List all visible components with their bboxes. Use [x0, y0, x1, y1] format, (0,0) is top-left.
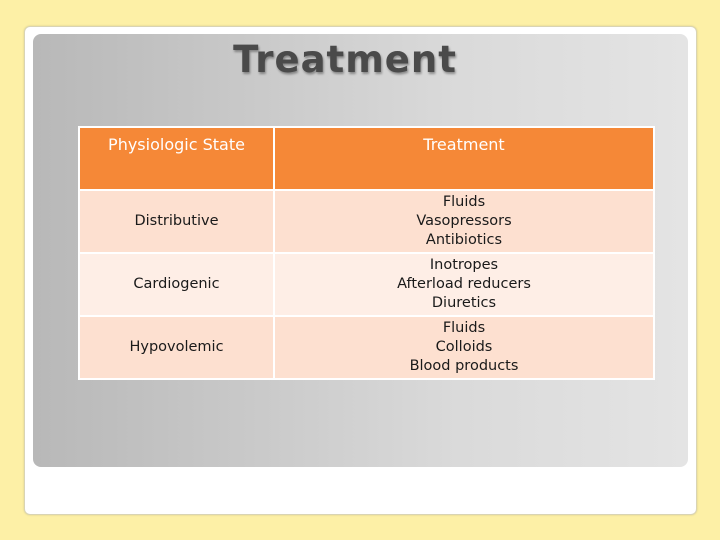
slide-title: Treatment [233, 38, 457, 81]
treatment-item: Diuretics [431, 295, 497, 311]
treatment-item: Antibiotics [425, 232, 503, 248]
treatment-item: Inotropes [429, 257, 499, 273]
treatment-item: Fluids [442, 194, 486, 210]
treatment-cell [274, 316, 654, 379]
treatment-item: Vasopressors [416, 213, 512, 229]
state-cell: Distributive [79, 190, 274, 253]
header-treatment: Treatment [274, 127, 654, 190]
state-cell: Cardiogenic [79, 253, 274, 316]
table-row [79, 253, 654, 316]
table-row [79, 190, 654, 253]
treatment-item: Afterload reducers [397, 276, 531, 292]
treatment-item: Colloids [435, 339, 493, 355]
treatment-cell [274, 190, 654, 253]
treatment-table [78, 126, 655, 380]
treatment-item: Fluids [442, 320, 486, 336]
header-physiologic-state: Physiologic State [79, 127, 274, 190]
table-row [79, 316, 654, 379]
treatment-item: Blood products [409, 358, 519, 374]
state-cell: Hypovolemic [79, 316, 274, 379]
treatment-cell [274, 253, 654, 316]
table-header-row [79, 127, 654, 190]
